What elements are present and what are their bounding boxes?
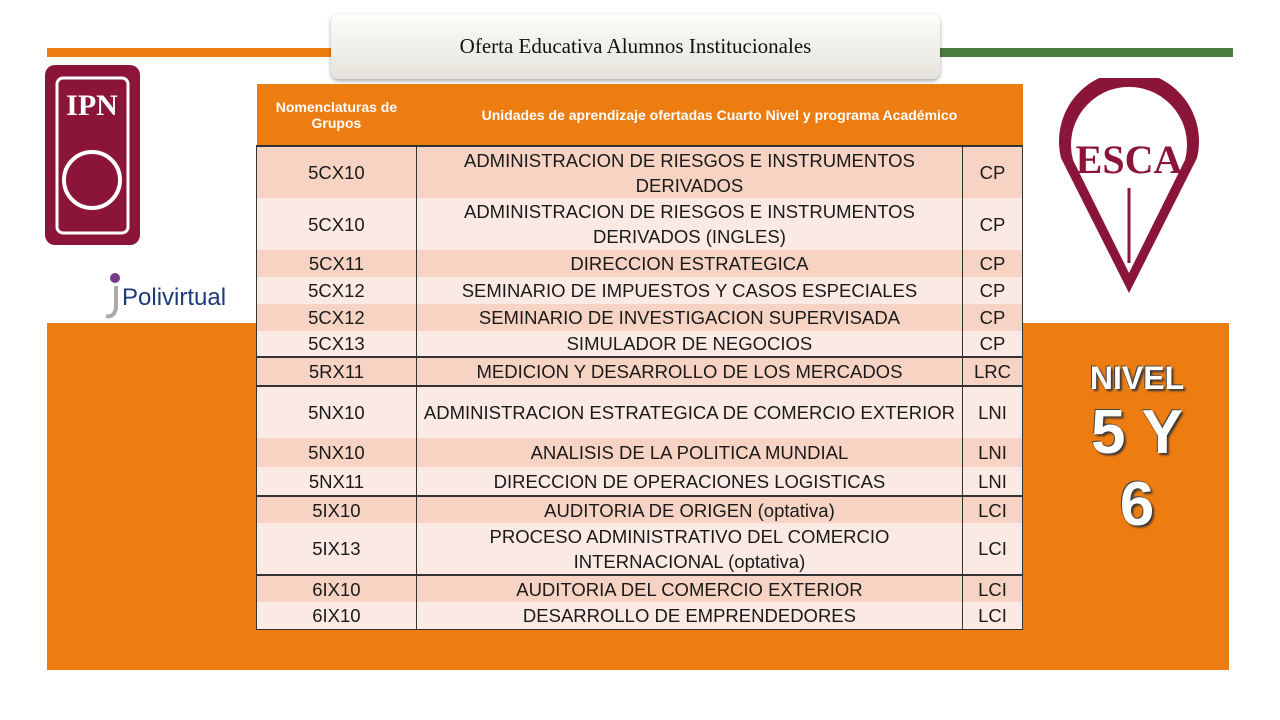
cell-group: 5IX13 [257,523,417,575]
table-row [257,467,1023,496]
table-row [257,304,1023,331]
cell-program: LCI [963,602,1023,629]
polivirtual-icon [104,272,122,320]
table-row [257,198,1023,250]
table-row [257,496,1023,523]
orange-divider [47,48,337,57]
header-units: Unidades de aprendizaje ofertadas Cuarto Nivel y programa Académico [416,84,1022,146]
cell-program: CP [963,304,1023,331]
green-divider [936,48,1233,57]
cell-unit: DESARROLLO DE EMPRENDEDORES [416,602,962,629]
table-row [257,602,1023,629]
courses-table [256,84,1023,630]
table-row [257,357,1023,386]
cell-group: 5RX11 [257,357,417,386]
cell-unit: DIRECCION ESTRATEGICA [416,250,962,277]
cell-group: 5NX10 [257,386,417,438]
cell-group: 5CX11 [257,250,417,277]
svg-text:ESCA: ESCA [1075,137,1183,182]
cell-program: CP [963,250,1023,277]
cell-group: 5CX10 [257,198,417,250]
level-badge [1062,360,1212,541]
cell-group: 6IX10 [257,602,417,629]
cell-program: CP [963,331,1023,357]
title-text: Oferta Educativa Alumnos Institucionales [459,34,812,58]
cell-group: 5CX12 [257,277,417,304]
cell-program: LCI [963,575,1023,602]
cell-unit: AUDITORIA DEL COMERCIO EXTERIOR [416,575,962,602]
cell-unit: DIRECCION DE OPERACIONES LOGISTICAS [416,467,962,496]
cell-program: LNI [963,438,1023,467]
page-title [331,14,940,79]
cell-program: LNI [963,467,1023,496]
cell-unit: ADMINISTRACION DE RIESGOS E INSTRUMENTOS DERIVADOS (INGLES) [416,198,962,250]
header-groups: Nomenclaturas de Grupos [257,84,417,146]
cell-program: LNI [963,386,1023,438]
esca-logo [1055,78,1203,298]
table-row [257,523,1023,575]
cell-program: CP [963,277,1023,304]
cell-unit: AUDITORIA DE ORIGEN (optativa) [416,496,962,523]
cell-group: 5NX10 [257,438,417,467]
level-value-2: 6 [1119,470,1155,539]
cell-group: 5CX10 [257,146,417,198]
level-label: NIVEL [1089,360,1185,396]
table-row [257,146,1023,198]
cell-group: 5IX10 [257,496,417,523]
cell-unit: ADMINISTRACION DE RIESGOS E INSTRUMENTOS DERIVADOS [416,146,962,198]
ipn-logo [25,60,150,255]
cell-program: CP [963,146,1023,198]
cell-program: LCI [963,496,1023,523]
cell-unit: SEMINARIO DE INVESTIGACION SUPERVISADA [416,304,962,331]
cell-program: LRC [963,357,1023,386]
cell-program: LCI [963,523,1023,575]
cell-unit: SEMINARIO DE IMPUESTOS Y CASOS ESPECIALES [416,277,962,304]
polivirtual-logo: Polivirtual [122,284,227,311]
cell-group: 5CX12 [257,304,417,331]
table-row [257,386,1023,438]
table-row [257,438,1023,467]
cell-unit: ANALISIS DE LA POLITICA MUNDIAL [416,438,962,467]
cell-group: 6IX10 [257,575,417,602]
table-row [257,575,1023,602]
table-row [257,250,1023,277]
cell-group: 5NX11 [257,467,417,496]
cell-unit: MEDICION Y DESARROLLO DE LOS MERCADOS [416,357,962,386]
cell-unit: PROCESO ADMINISTRATIVO DEL COMERCIO INTERNACIONAL (optativa) [416,523,962,575]
table-row [257,331,1023,357]
svg-text:IPN: IPN [66,89,118,122]
cell-unit: ADMINISTRACION ESTRATEGICA DE COMERCIO EXTERIOR [416,386,962,438]
cell-program: CP [963,198,1023,250]
table-row [257,277,1023,304]
level-value: 5 Y [1091,398,1183,467]
cell-group: 5CX13 [257,331,417,357]
cell-unit: SIMULADOR DE NEGOCIOS [416,331,962,357]
